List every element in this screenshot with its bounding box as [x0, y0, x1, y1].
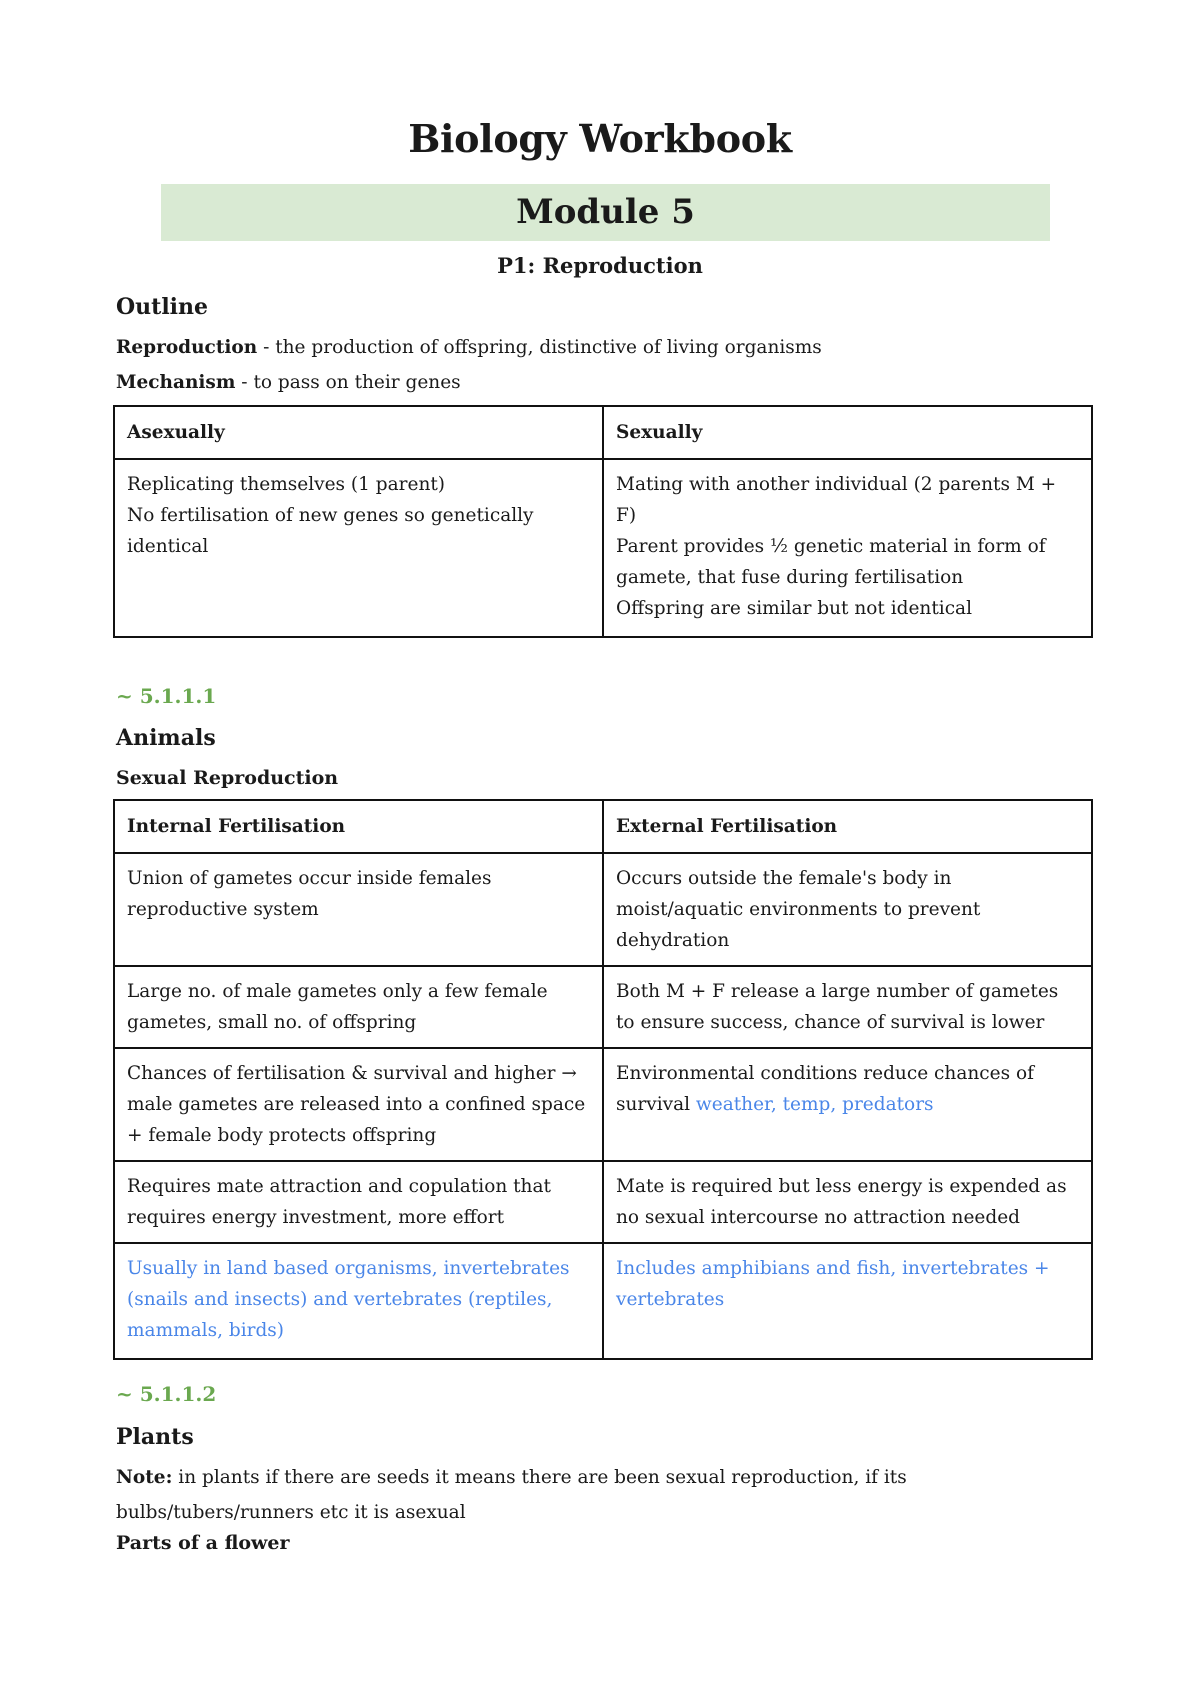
- table-header-internal: Internal Fertilisation: [114, 800, 603, 853]
- table-header-asexually: Asexually: [114, 406, 603, 459]
- table-row: [114, 1243, 1092, 1359]
- part-title: P1: Reproduction: [497, 253, 703, 278]
- table-cell: [603, 853, 1092, 966]
- definition-mechanism: [116, 372, 461, 393]
- table-header-row: [114, 406, 1092, 459]
- section-number-plants: ~ 5.1.1.2: [116, 1382, 217, 1406]
- definition-separator: -: [257, 337, 276, 358]
- module-banner: Module 5: [161, 184, 1050, 241]
- definition-term: Mechanism: [116, 372, 236, 393]
- cell-highlight-text: Includes amphibians and fish, invertebrates + vertebrates: [616, 1258, 1050, 1310]
- table-cell: [114, 966, 603, 1048]
- cell-line: Mating with another individual (2 parents M + F): [616, 474, 1057, 526]
- section-number-animals: ~ 5.1.1.1: [116, 684, 217, 708]
- definition-term: Reproduction: [116, 337, 258, 358]
- cell-text: Chances of fertilisation & survival and higher → male gametes are released into a confined space + female body protects offspring: [127, 1063, 586, 1146]
- table-row: [114, 853, 1092, 966]
- cell-highlight-text: Usually in land based organisms, invertebrates (snails and insects) and vertebrates (reptiles, mammals, birds): [127, 1258, 570, 1341]
- table-header-row: [114, 800, 1092, 853]
- note-label: Note:: [116, 1467, 173, 1488]
- plants-heading: Plants: [116, 1424, 194, 1450]
- table-cell: [603, 1048, 1092, 1161]
- table-cell: [603, 1161, 1092, 1243]
- definition-reproduction: [116, 337, 822, 358]
- cell-line: No fertilisation of new genes so genetically identical: [127, 505, 534, 557]
- cell-text: Large no. of male gametes only a few female gametes, small no. of offspring: [127, 981, 548, 1033]
- cell-highlight-text: weather, temp, predators: [695, 1094, 934, 1115]
- cell-text: Union of gametes occur inside females reproductive system: [127, 868, 492, 920]
- sexual-reproduction-heading: Sexual Reproduction: [116, 767, 339, 789]
- animals-heading: Animals: [116, 725, 216, 751]
- cell-line: Replicating themselves (1 parent): [127, 474, 446, 495]
- cell-text: Environmental conditions reduce chances of survival: [616, 1063, 1034, 1115]
- table-cell: [114, 1048, 603, 1161]
- table-row: [114, 966, 1092, 1048]
- document-title: Biology Workbook: [408, 116, 792, 161]
- parts-of-flower-heading: Parts of a flower: [116, 1532, 290, 1554]
- table-cell: [603, 459, 1092, 637]
- plants-note: [116, 1460, 1096, 1530]
- definition-separator: -: [235, 372, 254, 393]
- table-cell: [603, 1243, 1092, 1359]
- table-cell: [114, 1243, 603, 1359]
- table-cell: [603, 966, 1092, 1048]
- outline-heading: Outline: [116, 294, 209, 320]
- cell-text: Both M + F release a large number of gametes to ensure success, chance of survival is lower: [616, 981, 1059, 1033]
- table-cell: [114, 459, 603, 637]
- table-cell: [114, 1161, 603, 1243]
- outline-table: [113, 405, 1093, 638]
- table-row: [114, 1161, 1092, 1243]
- definition-text: the production of offspring, distinctive of living organisms: [275, 337, 822, 358]
- note-text: in plants if there are seeds it means there are been sexual reproduction, if its bulbs/tubers/runners etc it is asexual: [116, 1467, 907, 1523]
- fertilisation-table: [113, 799, 1093, 1360]
- cell-line: Offspring are similar but not identical: [616, 598, 973, 619]
- definition-text: to pass on their genes: [253, 372, 461, 393]
- cell-text: Occurs outside the female's body in moist/aquatic environments to prevent dehydration: [616, 868, 981, 951]
- table-row: [114, 459, 1092, 637]
- cell-line: Parent provides ½ genetic material in form of gamete, that fuse during fertilisation: [616, 536, 1046, 588]
- cell-text: Mate is required but less energy is expended as no sexual intercourse no attraction needed: [616, 1176, 1067, 1228]
- cell-text: Requires mate attraction and copulation that requires energy investment, more effort: [127, 1176, 551, 1228]
- table-cell: [114, 853, 603, 966]
- table-header-sexually: Sexually: [603, 406, 1092, 459]
- table-row: [114, 1048, 1092, 1161]
- table-header-external: External Fertilisation: [603, 800, 1092, 853]
